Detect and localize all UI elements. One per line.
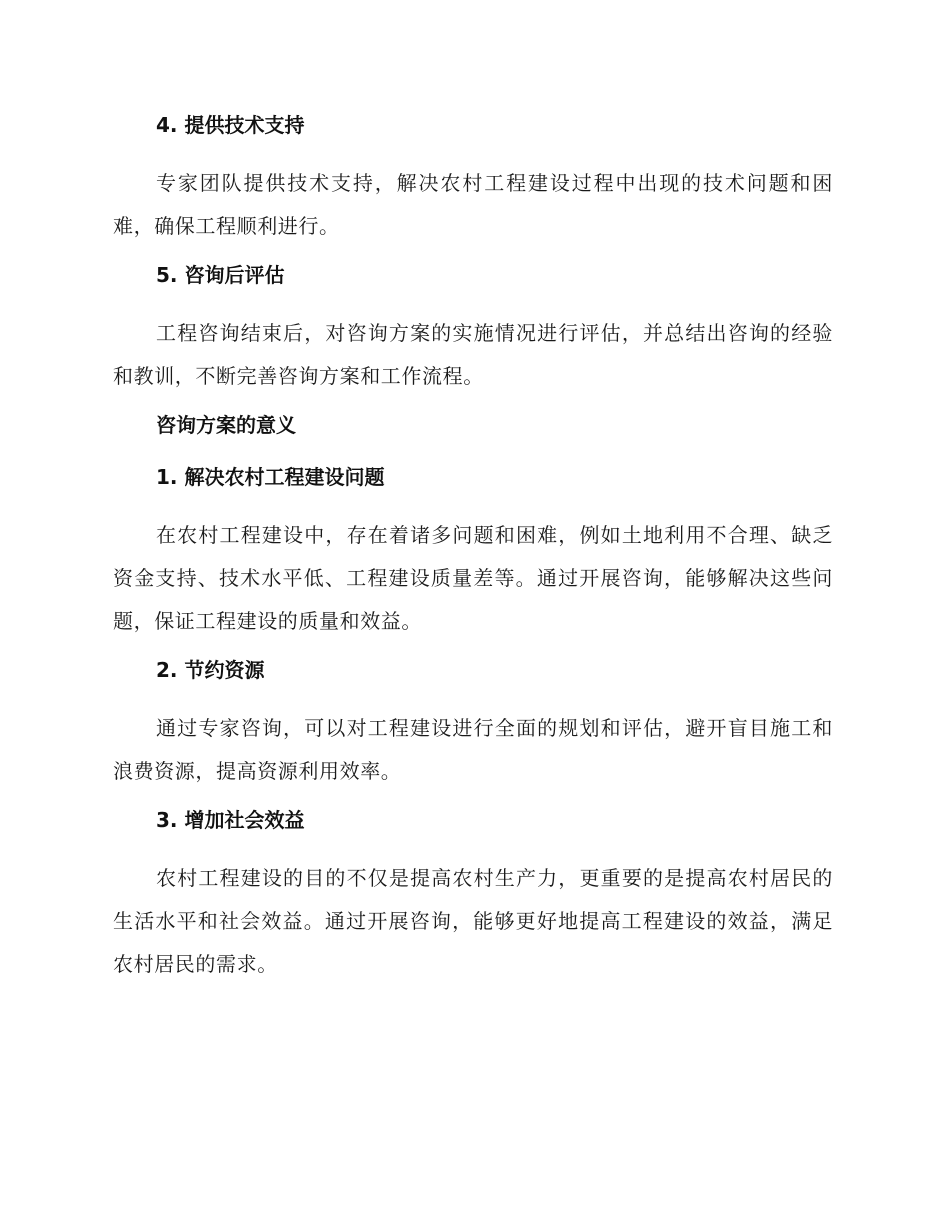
heading-increase-social-benefit: 3. 增加社会效益 (156, 808, 305, 832)
paragraph-solve-rural-problems: 在农村工程建设中，存在着诸多问题和困难，例如土地利用不合理、缺乏资金支持、技术水平低、工程建设质量差等。通过开展咨询，能够解决这些问题，保证工程建设的质量和效益。 (113, 523, 833, 633)
paragraph-tech-support: 专家团队提供技术支持，解决农村工程建设过程中出现的技术问题和困难，确保工程顺利进行。 (113, 171, 833, 238)
heading-provide-tech-support: 4. 提供技术支持 (156, 113, 305, 137)
paragraph-increase-social-benefit: 农村工程建设的目的不仅是提高农村生产力，更重要的是提高农村居民的生活水平和社会效益。通过开展咨询，能够更好地提高工程建设的效益，满足农村居民的需求。 (113, 866, 833, 976)
heading-post-consult-evaluation: 5. 咨询后评估 (156, 263, 285, 287)
heading-plan-significance: 咨询方案的意义 (156, 413, 296, 437)
paragraph-post-consult-evaluation: 工程咨询结束后，对咨询方案的实施情况进行评估，并总结出咨询的经验和教训，不断完善咨询方案和工作流程。 (113, 321, 833, 388)
document-body (113, 110, 833, 998)
heading-save-resources: 2. 节约资源 (156, 658, 265, 682)
heading-solve-rural-problems: 1. 解决农村工程建设问题 (156, 465, 385, 489)
paragraph-save-resources: 通过专家咨询，可以对工程建设进行全面的规划和评估，避开盲目施工和浪费资源，提高资源利用效率。 (113, 716, 833, 783)
